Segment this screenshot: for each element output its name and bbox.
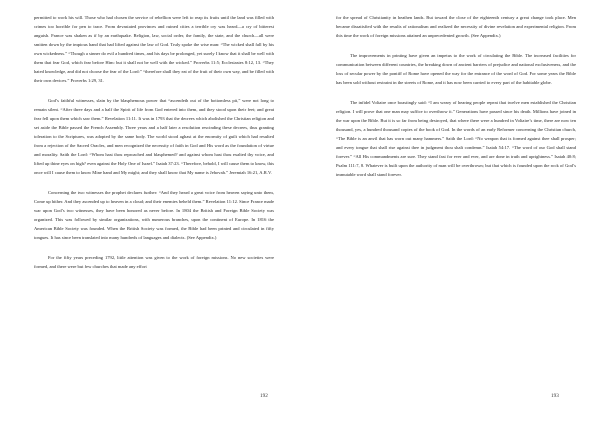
left-page-text bbox=[34, 13, 274, 271]
page-number: 193 bbox=[551, 393, 559, 399]
page-number: 192 bbox=[260, 393, 268, 399]
paragraph: The infidel Voltaire once boastingly said: “I am weary of hearing people repeat that twelve men established the Christian religion. I will prove that one man may suffice to overthrow it.” Generations have passed since his death. Millions have joined in the war upon the Bible. But it is so far from being destroyed, that where there were a hundred in Voltaire’s time, there are now ten thousand, yes, a hundred thousand copies of the book of God. In the words of an early Reformer concerning the Christian church, “The Bible is an anvil that has worn out many hammers.” Saith the Lord: “No weapon that is formed against thee shall prosper; and every tongue that shall rise against thee in judgment thou shalt condemn.” Isaiah 54:17. “The word of our God shall stand forever.” “All His commandments are sure. They stand fast for ever and ever, and are done in truth and uprightness.” Isaiah 40:8; Psalm 111:7, 8. Whatever is built upon the authority of man will be overthrown; but that which is founded upon the rock of God’s immutable word shall stand forever. bbox=[336, 100, 576, 177]
right-page-text bbox=[336, 13, 576, 179]
paragraph: for the spread of Christianity in heathen lands. But toward the close of the eighteenth century a great change took place. Men became dissatisfied with the results of rationalism and realized the necessity of divine revelation and experimental religion. From this time the work of foreign missions attained an unprecedented growth. (See Appendix.) bbox=[336, 15, 576, 38]
paragraph: The improvements in printing have given an impetus to the work of circulating the Bible. The increased facilities for communication between different countries, the breaking down of ancient barriers of prejudice and national exclusiveness, and the loss of secular power by the pontiff of Rome have opened the way for the entrance of the word of God. For some years the Bible has been sold without restraint in the streets of Rome, and it has now been carried to every part of the habitable globe. bbox=[336, 53, 576, 85]
paragraph: permitted to work his will. Those who had chosen the service of rebellion were left to reap its fruits until the land was filled with crimes too horrible for pen to trace. From devastated provinces and ruined cities a terrible cry was heard—a cry of bitterest anguish. France was shaken as if by an earthquake. Religion, law, social order, the family, the state, and the church—all were smitten down by the impious hand that had lifted against the law of God. Truly spoke the wise man: “The wicked shall fall by his own wickedness.” “Though a sinner do evil a hundred times, and his days be prolonged, yet surely I know that it shall be well with them that fear God, which fear before Him: but it shall not be well with the wicked.” Proverbs 11:5; Ecclesiastes 8:12, 13. “They hated knowledge, and did not choose the fear of the Lord:” “therefore shall they eat of the fruit of their own way, and be filled with their own devices.” Proverbs 1:29, 31. bbox=[34, 15, 274, 83]
paragraph: For the fifty years preceding 1792, little attention was given to the work of foreign missions. No new societies were formed, and there were but few churches that made any effort bbox=[34, 255, 274, 269]
paragraph: God’s faithful witnesses, slain by the blasphemous power that “ascendeth out of the bottomless pit,” were not long to remain silent. “After three days and a half the Spirit of life from God entered into them, and they stood upon their feet; and great fear fell upon them which saw them.” Revelation 11:11. It was in 1793 that the decrees which abolished the Christian religion and set aside the Bible passed the French Assembly. Three years and a half later a resolution rescinding these decrees, thus granting toleration to the Scriptures, was adopted by the same body. The world stood aghast at the enormity of guilt which had resulted from a rejection of the Sacred Oracles, and men recognized the necessity of faith in God and His word as the foundation of virtue and morality. Saith the Lord: “Whom hast thou reproached and blasphemed? and against whom hast thou exalted thy voice, and lifted up thine eyes on high? even against the Holy One of Israel.” Isaiah 37:23. “Therefore, behold, I will cause them to know, this once will I cause them to know Mine hand and My might; and they shall know that My name is Jehovah.” Jeremiah 16:21, A.R.V. bbox=[34, 98, 274, 175]
right-page bbox=[300, 0, 600, 424]
paragraph: Concerning the two witnesses the prophet declares further: “And they heard a great voice from heaven saying unto them, Come up hither. And they ascended up to heaven in a cloud; and their enemies beheld them.” Revelation 11:12. Since France made war upon God’s two witnesses, they have been honored as never before. In 1804 the British and Foreign Bible Society was organized. This was followed by similar organizations, with numerous branches, upon the continent of Europe. In 1816 the American Bible Society was founded. When the British Society was formed, the Bible had been printed and circulated in fifty tongues. It has since been translated into many hundreds of languages and dialects. (See Appendix.) bbox=[34, 190, 274, 240]
